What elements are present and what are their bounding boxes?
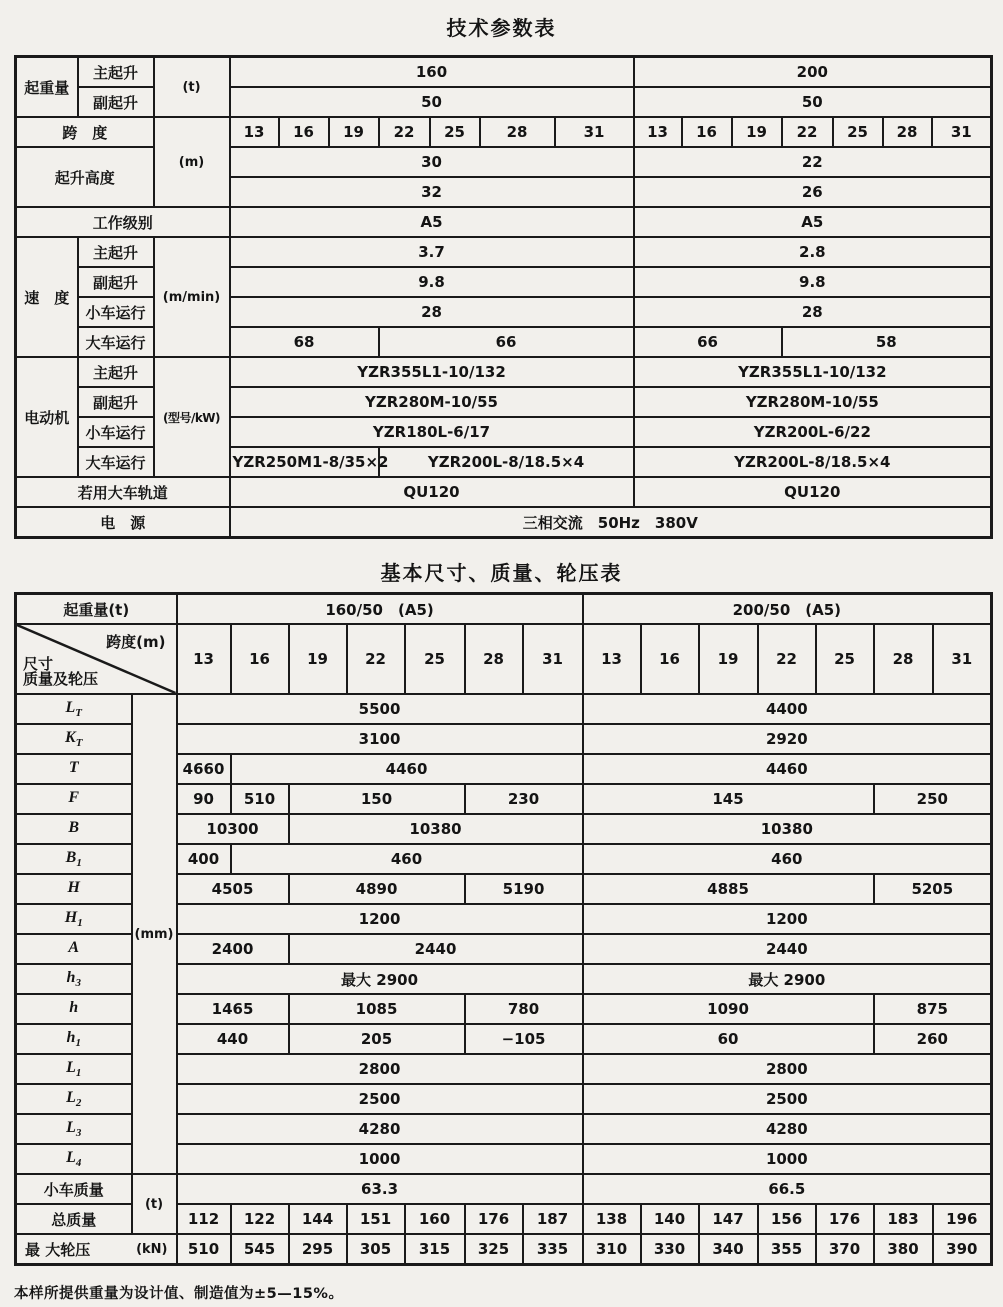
max-wheel-load-text: 最 大轮压 — [25, 1240, 91, 1259]
value-cell: 4280 — [177, 1114, 583, 1144]
label-max-wheel-load — [16, 1234, 177, 1265]
value-cell: 138 — [583, 1204, 641, 1234]
value-cell: 390 — [933, 1234, 992, 1265]
symbol-B1: $B_1$ — [16, 844, 132, 874]
value-motor-main-left: YZR355L1-10/132 — [230, 357, 634, 387]
value-motor-crane: YZR200L-8/18.5×4 — [634, 447, 992, 477]
symbol-LT: $L_T$ — [16, 694, 132, 724]
value-cell: 183 — [874, 1204, 933, 1234]
span-header-cell: 19 — [289, 624, 347, 694]
value-lift-height: 22 — [634, 147, 992, 177]
row-duty-class — [16, 207, 992, 237]
span-header-cell: 28 — [874, 624, 933, 694]
row-capacity-main — [16, 57, 992, 88]
unit-model-kw: (型号/kW) — [154, 357, 230, 477]
value-lift-height: 30 — [230, 147, 634, 177]
symbol-h3: $h_3$ — [16, 964, 132, 994]
value-cell: 4460 — [231, 754, 583, 784]
value-cell: 355 — [758, 1234, 816, 1265]
value-lift-height: 32 — [230, 177, 634, 207]
value-cell: 151 — [347, 1204, 405, 1234]
value-cell: 460 — [231, 844, 583, 874]
row-span-header — [16, 624, 992, 694]
span-header-cell: 13 — [230, 117, 279, 147]
value-cell: 3100 — [177, 724, 583, 754]
symbol-L1: $L_1$ — [16, 1054, 132, 1084]
value-cell: 1200 — [583, 904, 992, 934]
span-header-cell: 31 — [933, 624, 992, 694]
label-motor: 电动机 — [16, 357, 78, 477]
value-cell: 最大 2900 — [583, 964, 992, 994]
value-cell: 780 — [465, 994, 583, 1024]
label-main-hoist: 主起升 — [78, 57, 154, 88]
value-cell: 1000 — [177, 1144, 583, 1174]
value-cell: 2400 — [177, 934, 289, 964]
value-duty-class-left: A5 — [230, 207, 634, 237]
label-trolley-travel: 小车运行 — [78, 297, 154, 327]
diag-mass-wheel-label: 质量及轮压 — [23, 670, 99, 688]
symbol-L3: $L_3$ — [16, 1114, 132, 1144]
value-cell: 187 — [523, 1204, 583, 1234]
label-speed: 速 度 — [16, 237, 78, 357]
value-cell: 156 — [758, 1204, 816, 1234]
value-motor-aux-left: YZR280M-10/55 — [230, 387, 634, 417]
value-cell: 380 — [874, 1234, 933, 1265]
span-header-cell: 25 — [430, 117, 480, 147]
value-cell: 最大 2900 — [177, 964, 583, 994]
value-motor-crane: YZR200L-8/18.5×4 — [379, 447, 634, 477]
value-speed-main-left: 3.7 — [230, 237, 634, 267]
row-LT — [16, 694, 992, 724]
row-motor-main — [16, 357, 992, 387]
value-cell: 10380 — [289, 814, 583, 844]
value-speed-aux-right: 9.8 — [634, 267, 992, 297]
symbol-F: F — [16, 784, 132, 814]
value-capacity-main-right: 200 — [634, 57, 992, 88]
row-trolley-mass — [16, 1174, 992, 1204]
label-crane-travel: 大车运行 — [78, 327, 154, 357]
label-duty-class: 工作级别 — [16, 207, 230, 237]
symbol-T: T — [16, 754, 132, 784]
symbol-H1: $H_1$ — [16, 904, 132, 934]
value-cell: 260 — [874, 1024, 992, 1054]
value-cell: 295 — [289, 1234, 347, 1265]
span-header-cell: 16 — [641, 624, 699, 694]
value-cell: 400 — [177, 844, 231, 874]
value-speed-crane: 66 — [379, 327, 634, 357]
symbol-L2: $L_2$ — [16, 1084, 132, 1114]
value-speed-main-right: 2.8 — [634, 237, 992, 267]
unit-tonnes: (t) — [132, 1174, 177, 1234]
value-speed-crane: 68 — [230, 327, 379, 357]
value-speed-trolley-right: 28 — [634, 297, 992, 327]
span-header-cell: 13 — [583, 624, 641, 694]
row-speed-main — [16, 237, 992, 267]
span-header-cell: 25 — [816, 624, 874, 694]
value-cell: 144 — [289, 1204, 347, 1234]
value-cell: 2800 — [177, 1054, 583, 1084]
row-span-header — [16, 117, 992, 147]
technical-parameters-table — [14, 55, 993, 539]
value-cell: 4505 — [177, 874, 289, 904]
value-cell: 310 — [583, 1234, 641, 1265]
span-header-cell: 28 — [480, 117, 555, 147]
value-cell: 460 — [583, 844, 992, 874]
value-rail-left: QU120 — [230, 477, 634, 507]
label-power: 电 源 — [16, 507, 230, 538]
dimensions-mass-wheel-load-table — [14, 592, 993, 1266]
value-cell: 250 — [874, 784, 992, 814]
value-speed-aux-left: 9.8 — [230, 267, 634, 297]
value-cell: 196 — [933, 1204, 992, 1234]
diagonal-header-cell — [16, 624, 177, 694]
span-header-cell: 13 — [634, 117, 682, 147]
diag-dimension-label: 尺寸 — [23, 655, 54, 673]
value-cell: 140 — [641, 1204, 699, 1234]
value-cell: 230 — [465, 784, 583, 814]
value-cell: 205 — [289, 1024, 465, 1054]
span-header-cell: 25 — [405, 624, 465, 694]
value-cell: 545 — [231, 1234, 289, 1265]
value-cell: 2800 — [583, 1054, 992, 1084]
value-cell: 4280 — [583, 1114, 992, 1144]
label-aux-hoist: 副起升 — [78, 387, 154, 417]
value-cell: 315 — [405, 1234, 465, 1265]
value-capacity-group-right: 200/50 (A5) — [583, 594, 992, 625]
value-cell: 330 — [641, 1234, 699, 1265]
value-motor-main-right: YZR355L1-10/132 — [634, 357, 992, 387]
symbol-h: h — [16, 994, 132, 1024]
value-duty-class-right: A5 — [634, 207, 992, 237]
unit-mm: (mm) — [132, 694, 177, 1174]
span-header-cell: 31 — [523, 624, 583, 694]
value-cell: 1200 — [177, 904, 583, 934]
label-main-hoist: 主起升 — [78, 357, 154, 387]
value-cell: 10380 — [583, 814, 992, 844]
symbol-A: A — [16, 934, 132, 964]
value-cell: 510 — [177, 1234, 231, 1265]
span-header-cell: 22 — [782, 117, 833, 147]
value-rail-right: QU120 — [634, 477, 992, 507]
row-rail — [16, 477, 992, 507]
value-cell: 112 — [177, 1204, 231, 1234]
value-cell: 4400 — [583, 694, 992, 724]
span-header-cell: 31 — [555, 117, 634, 147]
dimensions-table-title: 基本尺寸、质量、轮压表 — [380, 561, 623, 585]
label-span: 跨 度 — [16, 117, 154, 147]
value-speed-crane: 58 — [782, 327, 992, 357]
value-trolley-mass-right: 66.5 — [583, 1174, 992, 1204]
span-header-cell: 19 — [732, 117, 782, 147]
value-cell: 60 — [583, 1024, 874, 1054]
value-cell: 176 — [816, 1204, 874, 1234]
value-motor-aux-right: YZR280M-10/55 — [634, 387, 992, 417]
value-cell: 510 — [231, 784, 289, 814]
value-cell: 2440 — [583, 934, 992, 964]
value-cell: 325 — [465, 1234, 523, 1265]
value-cell: 335 — [523, 1234, 583, 1265]
unit-kn: (kN) — [136, 1241, 168, 1257]
value-cell: 5500 — [177, 694, 583, 724]
value-speed-crane: 66 — [634, 327, 782, 357]
span-header-cell: 22 — [379, 117, 430, 147]
value-lift-height: 26 — [634, 177, 992, 207]
span-header-cell: 13 — [177, 624, 231, 694]
value-capacity-main-left: 160 — [230, 57, 634, 88]
label-total-mass: 总质量 — [16, 1204, 132, 1234]
label-trolley-mass: 小车质量 — [16, 1174, 132, 1204]
span-header-cell: 22 — [347, 624, 405, 694]
value-cell: 4460 — [583, 754, 992, 784]
span-header-cell: 28 — [465, 624, 523, 694]
value-motor-crane: YZR250M1-8/35×2 — [230, 447, 379, 477]
value-capacity-group-left: 160/50 (A5) — [177, 594, 583, 625]
technical-parameters-title: 技术参数表 — [446, 16, 557, 40]
diag-span-label: 跨度(m) — [106, 633, 166, 651]
value-cell: 340 — [699, 1234, 758, 1265]
value-capacity-aux-left: 50 — [230, 87, 634, 117]
value-cell: 90 — [177, 784, 231, 814]
value-cell: 4660 — [177, 754, 231, 784]
value-cell: 5190 — [465, 874, 583, 904]
value-cell: 122 — [231, 1204, 289, 1234]
symbol-H: H — [16, 874, 132, 904]
value-cell: 2500 — [177, 1084, 583, 1114]
span-header-cell: 25 — [833, 117, 883, 147]
value-cell: 2500 — [583, 1084, 992, 1114]
value-speed-trolley-left: 28 — [230, 297, 634, 327]
label-trolley-travel: 小车运行 — [78, 417, 154, 447]
value-cell: 305 — [347, 1234, 405, 1265]
symbol-h1: $h_1$ — [16, 1024, 132, 1054]
value-cell: 1085 — [289, 994, 465, 1024]
value-power: 三相交流 50Hz 380V — [230, 507, 992, 538]
value-cell: 147 — [699, 1204, 758, 1234]
label-crane-travel: 大车运行 — [78, 447, 154, 477]
symbol-B: B — [16, 814, 132, 844]
value-cell: 4885 — [583, 874, 874, 904]
span-header-cell: 19 — [699, 624, 758, 694]
label-main-hoist: 主起升 — [78, 237, 154, 267]
span-header-cell: 28 — [883, 117, 932, 147]
label-aux-hoist: 副起升 — [78, 267, 154, 297]
span-header-cell: 31 — [932, 117, 992, 147]
span-header-cell: 16 — [231, 624, 289, 694]
value-cell: 1000 — [583, 1144, 992, 1174]
symbol-L4: $L_4$ — [16, 1144, 132, 1174]
unit-m-per-min: (m/min) — [154, 237, 230, 357]
value-cell: 1465 — [177, 994, 289, 1024]
value-cell: 160 — [405, 1204, 465, 1234]
label-capacity: 起重量 — [16, 57, 78, 118]
label-lift-height: 起升高度 — [16, 147, 154, 207]
footnote: 本样所提供重量为设计值、制造值为±5—15%。 — [14, 1286, 344, 1302]
value-cell: 150 — [289, 784, 465, 814]
span-header-cell: 19 — [329, 117, 379, 147]
value-capacity-aux-right: 50 — [634, 87, 992, 117]
value-motor-trolley-left: YZR180L-6/17 — [230, 417, 634, 447]
symbol-KT: $K_T$ — [16, 724, 132, 754]
value-cell: 10300 — [177, 814, 289, 844]
row-max-wheel-load — [16, 1234, 992, 1265]
row-power — [16, 507, 992, 538]
value-cell: −105 — [465, 1024, 583, 1054]
span-header-cell: 22 — [758, 624, 816, 694]
value-cell: 4890 — [289, 874, 465, 904]
value-cell: 2920 — [583, 724, 992, 754]
value-cell: 875 — [874, 994, 992, 1024]
value-cell: 440 — [177, 1024, 289, 1054]
value-cell: 370 — [816, 1234, 874, 1265]
span-header-cell: 16 — [279, 117, 329, 147]
value-cell: 176 — [465, 1204, 523, 1234]
span-header-cell: 16 — [682, 117, 732, 147]
label-aux-hoist: 副起升 — [78, 87, 154, 117]
label-capacity-t: 起重量(t) — [16, 594, 177, 625]
value-cell: 5205 — [874, 874, 992, 904]
unit-tonnes: (t) — [154, 57, 230, 118]
value-trolley-mass-left: 63.3 — [177, 1174, 583, 1204]
value-cell: 1090 — [583, 994, 874, 1024]
row-capacity-header — [16, 594, 992, 625]
label-rail: 若用大车轨道 — [16, 477, 230, 507]
value-motor-trolley-right: YZR200L-6/22 — [634, 417, 992, 447]
value-cell: 145 — [583, 784, 874, 814]
value-cell: 2440 — [289, 934, 583, 964]
unit-metres: (m) — [154, 117, 230, 207]
